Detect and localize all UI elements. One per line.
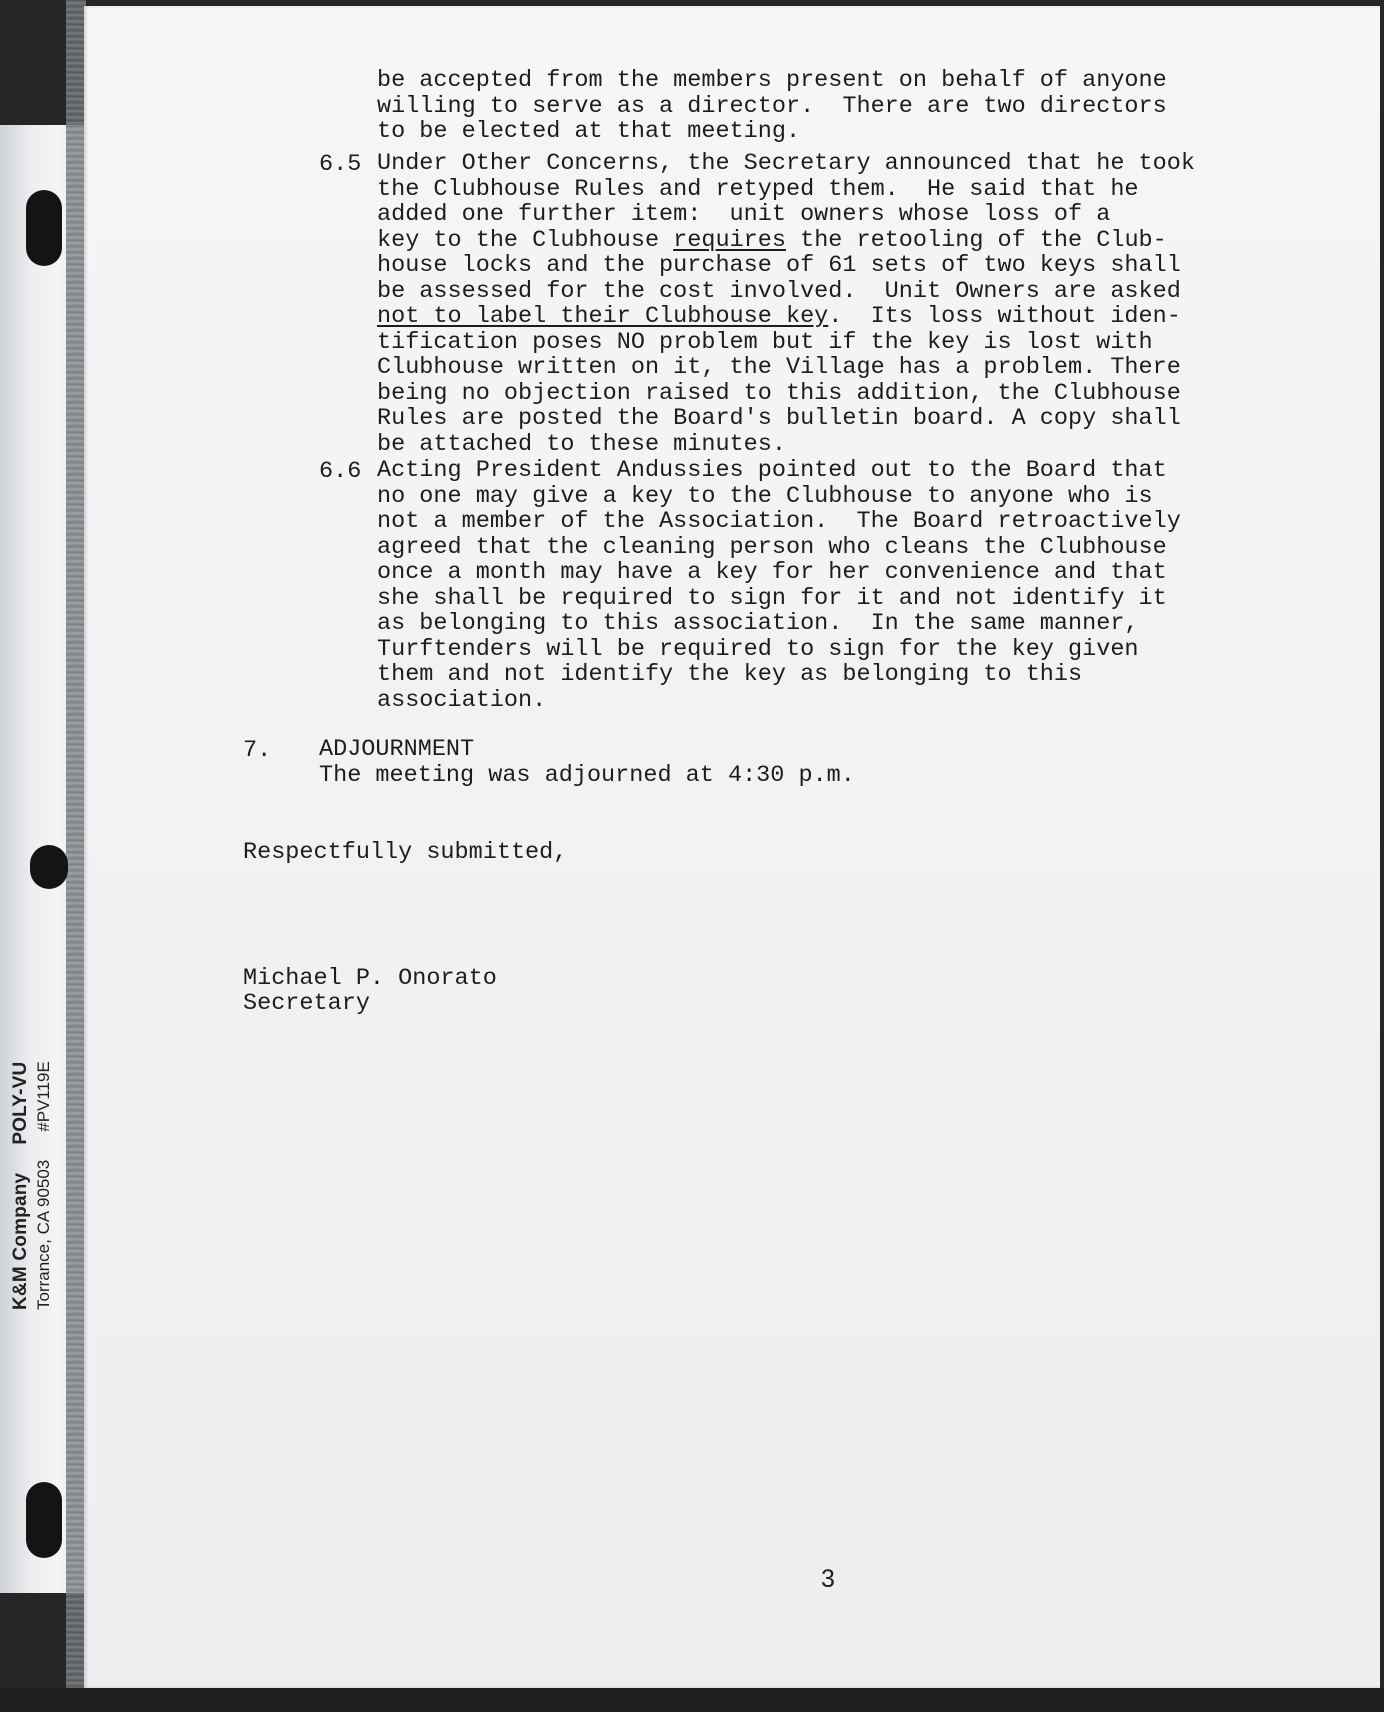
item-number-6-5: 6.5	[319, 151, 362, 178]
brand-code: #PV119E	[34, 1061, 53, 1132]
sleeve-brand-label	[10, 1061, 54, 1310]
item-6-5-line	[377, 202, 1110, 228]
document-page	[84, 6, 1380, 1688]
item-6-5-line	[377, 406, 1181, 432]
continuation-line: to be elected at that meeting.	[377, 118, 801, 145]
text-segment: tification poses NO problem but if the key is lost with	[377, 328, 1153, 356]
signer-title: Secretary	[243, 990, 370, 1017]
binder-hole-bottom	[26, 1482, 62, 1558]
item-6-6-line: Acting President Andussies pointed out to the Board that	[377, 457, 1167, 484]
item-6-6-line: them and not identify the key as belonging to this	[377, 661, 1083, 688]
item-6-5-line	[377, 381, 1181, 407]
underlined-text: not to label their Clubhouse key	[377, 303, 829, 330]
sheet-protector-edge	[66, 0, 86, 1712]
continuation-line: willing to serve as a director. There are two directors	[377, 92, 1167, 120]
text-segment: key to the Clubhouse	[377, 226, 674, 254]
item-number-7: 7.	[243, 737, 272, 764]
continuation-line: be accepted from the members present on behalf of anyone	[377, 67, 1167, 94]
text-segment: Rules are posted the Board's bulletin board. A copy shall	[377, 405, 1181, 432]
text-segment: be assessed for the cost involved. Unit Owners are asked	[377, 277, 1181, 305]
text-segment: . Its loss without iden-	[828, 303, 1181, 330]
item-6-5-line	[377, 432, 786, 458]
item-6-5-line	[377, 304, 1181, 330]
item-6-6-line: no one may give a key to the Clubhouse to anyone who is	[377, 482, 1153, 510]
brand-address: Torrance, CA 90503	[34, 1159, 53, 1310]
text-segment: Under Other Concerns, the Secretary announced that he took	[377, 150, 1195, 177]
item-6-6-line: she shall be required to sign for it and not identify it	[377, 584, 1167, 612]
item-6-6-line: association.	[377, 686, 547, 714]
text-segment: Clubhouse written on it, the Village has a problem. There	[377, 354, 1181, 381]
item-number-6-6: 6.6	[319, 458, 362, 485]
item-6-5-line	[377, 330, 1153, 356]
item-6-5-line	[377, 355, 1181, 381]
item-6-6-line: agreed that the cleaning person who cleans the Clubhouse	[377, 533, 1167, 561]
item-6-6-line: Turftenders will be required to sign for the key given	[377, 635, 1139, 663]
adjournment-text: The meeting was adjourned at 4:30 p.m.	[319, 762, 855, 789]
text-segment: being no objection raised to this addition, the Clubhouse	[377, 379, 1181, 407]
item-6-5-line	[377, 279, 1181, 305]
item-6-5-line	[377, 177, 1139, 203]
binder-hole-middle	[30, 845, 68, 889]
photo-frame-bottom	[0, 1688, 1384, 1712]
item-6-5-line	[377, 228, 1167, 254]
item-6-5-line	[377, 151, 1195, 177]
item-6-6-line: once a month may have a key for her convenience and that	[377, 559, 1167, 586]
brand-name: K&M Company	[10, 1172, 31, 1310]
page-number: 3	[821, 1565, 835, 1593]
binder-hole-top	[26, 190, 62, 266]
text-segment: added one further item: unit owners whose loss of a	[377, 201, 1111, 228]
text-segment: house locks and the purchase of 61 sets of two keys shall	[377, 252, 1181, 279]
item-6-5-line	[377, 253, 1181, 279]
signer-name: Michael P. Onorato	[243, 965, 497, 992]
text-segment: the retooling of the Club-	[785, 226, 1167, 254]
closing-salutation: Respectfully submitted,	[243, 839, 568, 866]
brand-product: POLY-VU	[10, 1061, 31, 1145]
text-segment: be attached to these minutes.	[377, 430, 786, 458]
item-6-6-line: not a member of the Association. The Board retroactively	[377, 508, 1181, 535]
text-segment: the Clubhouse Rules and retyped them. He said that he	[377, 175, 1139, 203]
item-6-6-line: as belonging to this association. In the same manner,	[377, 610, 1139, 637]
adjournment-heading: ADJOURNMENT	[319, 736, 475, 763]
underlined-text: requires	[673, 226, 786, 254]
